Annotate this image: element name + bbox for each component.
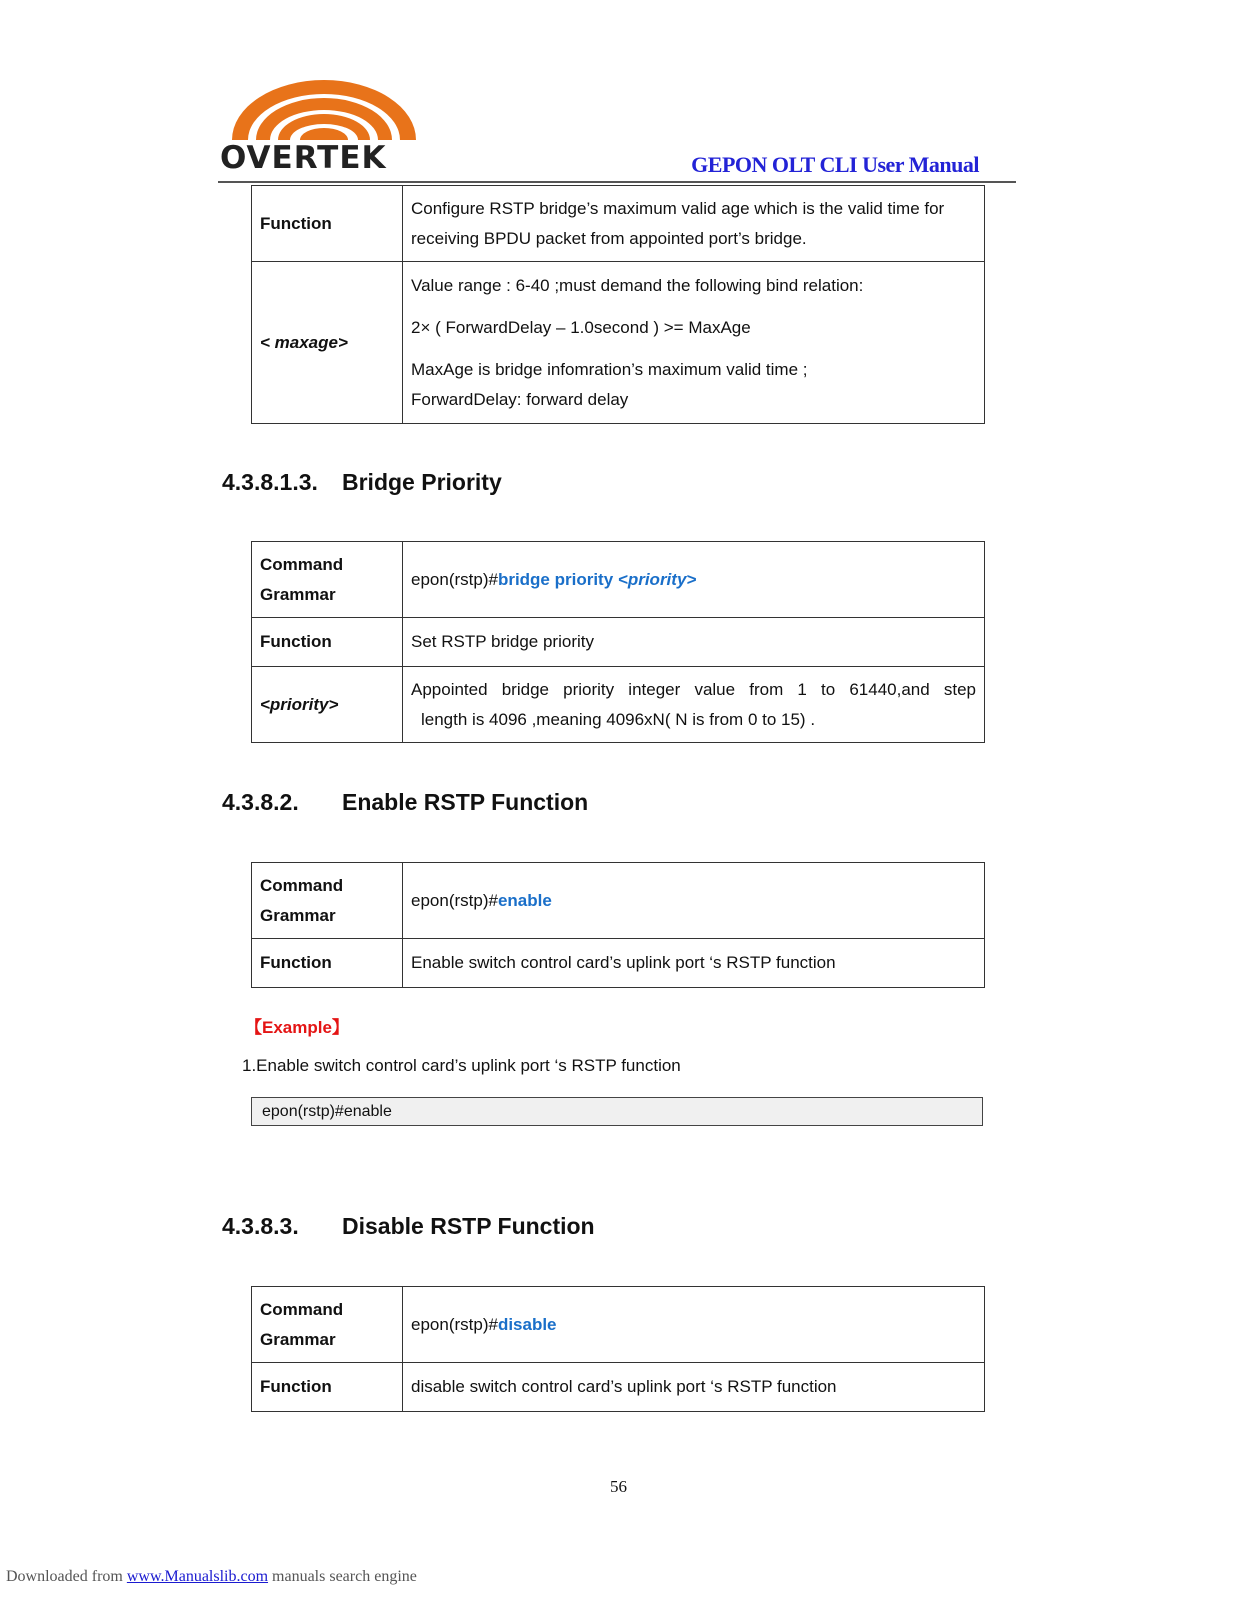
manual-title: GEPON OLT CLI User Manual bbox=[691, 152, 979, 177]
function-label: Function bbox=[252, 618, 403, 667]
priority-range-text: Appointed bridge priority integer value from 1 to 61440,and step bbox=[411, 679, 976, 699]
command-keyword: bridge priority <priority> bbox=[497, 569, 697, 589]
command-grammar bbox=[403, 1287, 985, 1363]
section-heading-disable-rstp bbox=[222, 1213, 595, 1240]
section-number: 4.3.8.3. bbox=[222, 1213, 299, 1239]
function-description: Set RSTP bridge priority bbox=[403, 618, 985, 667]
header-divider bbox=[218, 181, 1016, 183]
example-step: 1.Enable switch control card’s uplink port ‘s RSTP function bbox=[242, 1056, 681, 1075]
section-title: Disable RSTP Function bbox=[342, 1213, 595, 1239]
command-prefix: epon(rstp)# bbox=[411, 1314, 498, 1334]
logo-wordmark: OVERTEK bbox=[220, 140, 387, 176]
section-title: Enable RSTP Function bbox=[342, 789, 589, 815]
function-description: Configure RSTP bridge’s maximum valid age which is the valid time for receiving BPDU packet from appointed port’s bridge. bbox=[403, 186, 985, 262]
command-keyword: disable bbox=[497, 1314, 557, 1334]
forwarddelay-definition: ForwardDelay: forward delay bbox=[411, 389, 629, 409]
relation-formula: 2× ( ForwardDelay – 1.0second ) >= MaxAge bbox=[411, 317, 751, 337]
function-description: Enable switch control card’s uplink port ‘s RSTP function bbox=[403, 939, 985, 988]
table-row bbox=[252, 618, 985, 667]
table-row bbox=[252, 667, 985, 743]
enable-rstp-table bbox=[251, 862, 985, 988]
function-label: Function bbox=[252, 1363, 403, 1412]
maxage-definition: MaxAge is bridge infomration’s maximum valid time ; bbox=[411, 359, 808, 379]
priority-param-label: <priority> bbox=[252, 667, 403, 743]
download-footer bbox=[6, 1568, 417, 1586]
function-description: disable switch control card’s uplink port ‘s RSTP function bbox=[403, 1363, 985, 1412]
command-grammar bbox=[403, 542, 985, 618]
function-label: Function bbox=[252, 939, 403, 988]
command-grammar-label: Command Grammar bbox=[252, 1287, 403, 1363]
section-number: 4.3.8.2. bbox=[222, 789, 299, 815]
example-code-block: epon(rstp)#enable bbox=[251, 1097, 983, 1126]
table-row bbox=[252, 262, 985, 424]
section-heading-enable-rstp bbox=[222, 789, 588, 816]
value-range-text: Value range : 6-40 ;must demand the following bind relation: bbox=[411, 275, 864, 295]
maxage-table bbox=[251, 185, 985, 424]
table-row bbox=[252, 542, 985, 618]
manualslib-link[interactable]: www.Manualslib.com bbox=[126, 1568, 269, 1585]
table-row bbox=[252, 186, 985, 262]
maxage-param-description bbox=[403, 262, 985, 424]
function-label: Function bbox=[252, 186, 403, 262]
bridge-priority-table bbox=[251, 541, 985, 743]
table-row bbox=[252, 1363, 985, 1412]
maxage-param-label: < maxage> bbox=[252, 262, 403, 424]
command-grammar-label: Command Grammar bbox=[252, 863, 403, 939]
command-prefix: epon(rstp)# bbox=[411, 890, 498, 910]
command-keyword: enable bbox=[497, 890, 552, 910]
command-grammar-label: Command Grammar bbox=[252, 542, 403, 618]
command-prefix: epon(rstp)# bbox=[411, 569, 498, 589]
page-number: 56 bbox=[610, 1477, 627, 1496]
table-row bbox=[252, 939, 985, 988]
priority-param-description bbox=[403, 667, 985, 743]
section-title: Bridge Priority bbox=[342, 469, 502, 495]
section-heading-bridge-priority bbox=[222, 469, 502, 496]
command-grammar bbox=[403, 863, 985, 939]
priority-step-text: length is 4096 ,meaning 4096xN( N is from 0 to 15) . bbox=[421, 709, 816, 729]
table-row bbox=[252, 863, 985, 939]
table-row bbox=[252, 1287, 985, 1363]
section-number: 4.3.8.1.3. bbox=[222, 469, 318, 495]
footer-suffix: manuals search engine bbox=[268, 1568, 417, 1585]
footer-prefix: Downloaded from bbox=[6, 1568, 127, 1585]
disable-rstp-table bbox=[251, 1286, 985, 1412]
example-label: 【Example】 bbox=[245, 1018, 349, 1037]
